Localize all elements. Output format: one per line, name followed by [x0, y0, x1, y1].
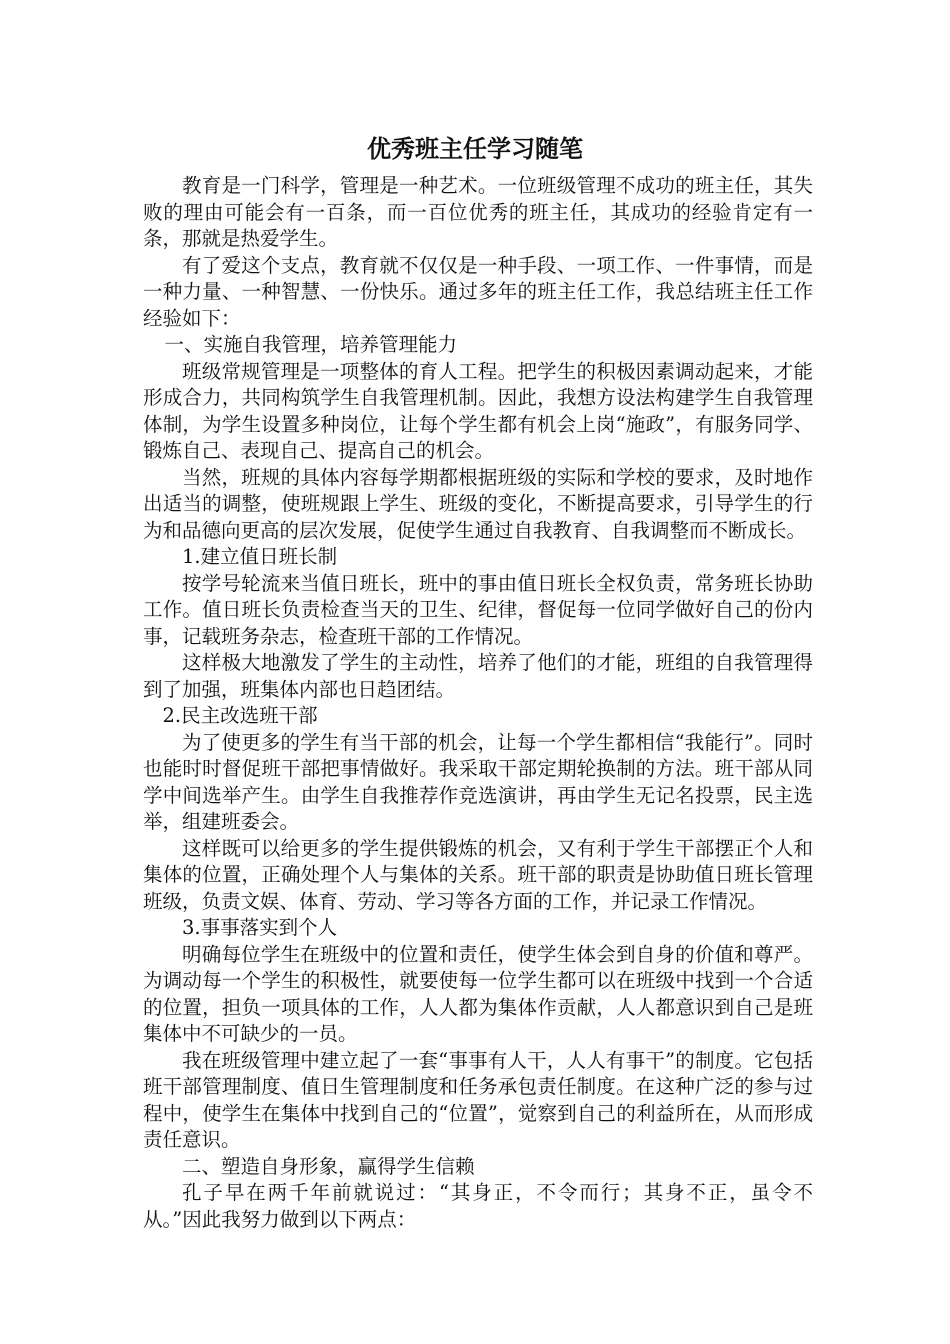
paragraph: 班级常规管理是一项整体的育人工程。把学生的积极因素调动起来，才能形成合力，共同构筑学生自我管理机制。因此，我想方设法构建学生自我管理体制，为学生设置多种岗位，让每个学生都有机会上岗“施政”，有服务同学、锻炼自己、表现自己、提高自己的机会。	[143, 359, 813, 462]
paragraph: 按学号轮流来当值日班长，班中的事由值日班长全权负责，常务班长协助工作。值日班长负责检查当天的卫生、纪律，督促每一位同学做好自己的份内事，记载班务杂志，检查班干部的工作情况。	[143, 571, 813, 648]
document-body	[143, 173, 813, 1233]
section-heading: 二、塑造自身形象，赢得学生信赖	[182, 1154, 475, 1178]
paragraph: 这样既可以给更多的学生提供锻炼的机会，又有利于学生干部摆正个人和集体的位置，正确处理个人与集体的关系。班干部的职责是协助值日班长管理班级，负责文娱、体育、劳动、学习等各方面的工作，并记录工作情况。	[143, 836, 813, 913]
paragraph: 当然，班规的具体内容每学期都根据班级的实际和学校的要求，及时地作出适当的调整，使班规跟上学生、班级的变化，不断提高要求，引导学生的行为和品德向更高的层次发展，促使学生通过自我教育、自我调整而不断成长。	[143, 465, 813, 542]
document-title: 优秀班主任学习随笔	[367, 134, 583, 163]
paragraph: 孔子早在两千年前就说过：“其身正，不令而行；其身不正，虽令不从。”因此我努力做到以下两点：	[143, 1181, 813, 1231]
paragraph: 这样极大地激发了学生的主动性，培养了他们的才能，班组的自我管理得到了加强，班集体内部也日趋团结。	[143, 651, 813, 701]
section-heading: 一、实施自我管理，培养管理能力	[164, 333, 457, 356]
paragraph: 我在班级管理中建立起了一套“事事有人干，人人有事干”的制度。它包括班干部管理制度、值日生管理制度和任务承包责任制度。在这种广泛的参与过程中，使学生在集体中找到自己的“位置”，觉察到自己的利益所在，从而形成责任意识。	[143, 1048, 813, 1151]
subsection-heading: 1.建立值日班长制	[182, 545, 338, 568]
paragraph: 教育是一门科学，管理是一种艺术。一位班级管理不成功的班主任，其失败的理由可能会有一百条，而一百位优秀的班主任，其成功的经验肯定有一条，那就是热爱学生。	[143, 174, 813, 250]
subsection-heading: 3.事事落实到个人	[182, 916, 338, 939]
subsection-heading: 2.民主改选班干部	[162, 704, 318, 727]
paragraph: 明确每位学生在班级中的位置和责任，使学生体会到自身的价值和尊严。为调动每一个学生的积极性，就要使每一位学生都可以在班级中找到一个合适的位置，担负一项具体的工作，人人都为集体作贡献，人人都意识到自己是班集体中不可缺少的一员。	[143, 942, 813, 1045]
paragraph: 有了爱这个支点，教育就不仅仅是一种手段、一项工作、一件事情，而是一种力量、一种智慧、一份快乐。通过多年的班主任工作，我总结班主任工作经验如下：	[143, 253, 813, 330]
paragraph: 为了使更多的学生有当干部的机会，让每一个学生都相信“我能行”。同时也能时时督促班干部把事情做好。我采取干部定期轮换制的方法。班干部从同学中间选举产生。由学生自我推荐作竞选演讲，再由学生无记名投票，民主选举，组建班委会。	[143, 730, 813, 833]
